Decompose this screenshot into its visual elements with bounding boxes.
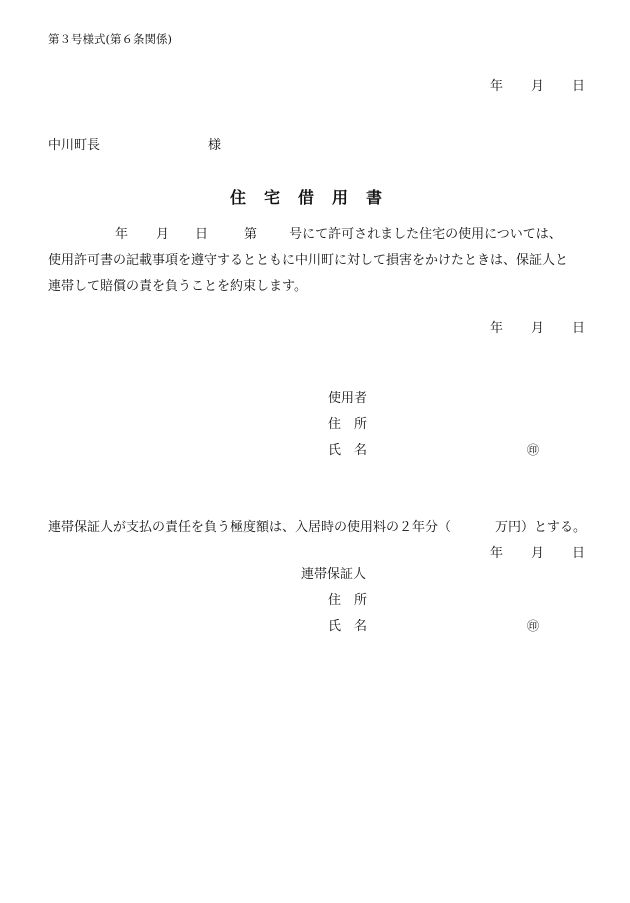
pledge-line-3: 連帯して賠償の責を負うことを約束します。 (48, 279, 307, 294)
title-char: 宅 (264, 188, 281, 207)
document-title (230, 190, 400, 206)
pledge-rest: 号にて許可されました住宅の使用については、 (289, 227, 562, 242)
day-label: 日 (572, 546, 586, 561)
user-seal-mark: ㊞ (527, 443, 540, 457)
guarantor-address-label: 住 所 (328, 593, 368, 608)
guarantor-seal-mark: ㊞ (527, 619, 540, 633)
user-name-label: 氏 名 (328, 443, 368, 458)
title-char: 住 (230, 188, 247, 207)
guarantee-text-after: 万円）とする。 (495, 520, 587, 535)
month-label: 月 (531, 546, 545, 561)
day-label: 日 (572, 79, 586, 94)
title-char: 借 (298, 188, 315, 207)
pledge-line-1 (48, 228, 562, 241)
pledge-year: 年 (115, 227, 129, 242)
month-label: 月 (531, 321, 545, 336)
pledge-day: 日 (195, 227, 209, 242)
day-label: 日 (572, 321, 586, 336)
month-label: 月 (531, 79, 545, 94)
pledge-month: 月 (156, 227, 170, 242)
title-char: 書 (366, 188, 383, 207)
user-heading: 使用者 (328, 391, 368, 406)
pledge-date (490, 322, 585, 335)
user-address-label: 住 所 (328, 417, 368, 432)
guarantor-name-label: 氏 名 (328, 619, 368, 634)
pledge-line-2: 使用許可書の記載事項を遵守するとともに中川町に対して損害をかけたときは、保証人と (48, 253, 569, 268)
guarantor-date (490, 547, 585, 560)
guarantee-text-before: 連帯保証人が支払の責任を負う極度額は、入居時の使用料の２年分（ (48, 520, 452, 535)
form-number: 第３号様式(第６条関係) (48, 32, 172, 46)
guarantee-statement (48, 521, 586, 534)
pledge-dai: 第 (244, 227, 258, 242)
addressee-honorific: 様 (208, 138, 222, 153)
year-label: 年 (490, 546, 504, 561)
year-label: 年 (490, 79, 504, 94)
year-label: 年 (490, 321, 504, 336)
addressee-name: 中川町長 (48, 138, 101, 153)
guarantor-heading: 連帯保証人 (301, 567, 367, 582)
title-char: 用 (332, 188, 349, 207)
top-date (490, 80, 585, 93)
